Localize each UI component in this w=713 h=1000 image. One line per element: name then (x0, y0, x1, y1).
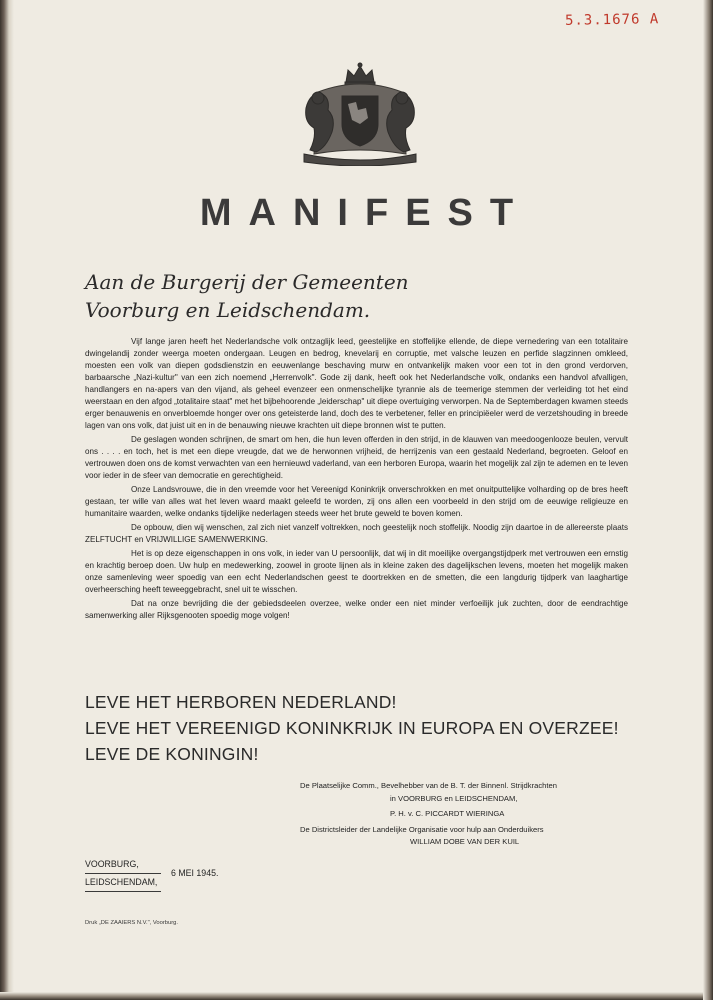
places (85, 856, 161, 892)
district-name: WILLIAM DOBE VAN DER KUIL (410, 837, 520, 846)
place-leidschendam: LEIDSCHENDAM, (85, 874, 161, 892)
dutch-coat-of-arms-icon (296, 62, 424, 166)
slogan-2: LEVE HET VEREENIGD KONINKRIJK IN EUROPA EN OVERZEE! (85, 718, 619, 738)
archive-number: 5.3.1676 A (564, 11, 660, 29)
commander-title-line-2: in VOORBURG en LEIDSCHENDAM, (390, 793, 518, 803)
district-title: De Districtsleider der Landelijke Organisatie voor hulp aan Onderduikers (300, 824, 544, 834)
paragraph-3: Onze Landsvrouwe, die in den vreemde voor het Vereenigd Koninkrijk onverschrokken en met onuitputtelijke volharding op de bres heeft gestaan, ter wille van alles wat het leven waard maakt geleefd te worden, zij ons allen een voorbeeld in den strijd om de eeuwige religieuze en humanitaire waarden, welke ondanks tijdelijke nederlagen steeds weer het brute geweld te boven komen. (85, 485, 628, 518)
printer-credit: Druk „DE ZAAIERS N.V.", Voorburg. (85, 920, 179, 926)
address-line-1: Aan de Burgerij der Gemeenten (85, 270, 409, 294)
address-line-2: Voorburg en Leidschendam. (85, 298, 371, 322)
place-date (85, 856, 219, 892)
paragraph-5: Het is op deze eigenschappen in ons volk, in ieder van U persoonlijk, dat wij in dit moeilijke overgangstijdperk met vertrouwen een ernstig en krachtig beroep doen. Uw hulp en medewerking, zoowel in groote lijnen als in kleine zaken des dagelijkschen levens, moeten het mogelijk maken onze samenleving weer spoedig van een echt Nederlandschen geest te doortrekken en de smetten, die een langdurig tijdperk van laaghartige overheersching heeft teweeggebracht, snel uit te wisschen. (85, 549, 628, 594)
address (85, 268, 409, 324)
paragraph-2: De geslagen wonden schrijnen, de smart om hen, die hun leven offerden in den strijd, in de klauwen van meedoogenlooze beulen, vervult ons . . . . en toch, het is met een diepe vreugde, dat we de herwonnen vrijheid, de herrijzenis van een gestaald Nederland, begroeten. Geloof en vertrouwen doen ons de komst verwachten van een hernieuwd vaderland, van een herboren Europa, waarin het mogelijk zal zijn te ademen en te leven voor ieder in de sfeer van democratie en gerechtigheid. (85, 435, 628, 480)
commander-title-line-1: De Plaatselijke Comm., Bevelhebber van de B. T. der Binnenl. Strijdkrachten (300, 781, 557, 790)
date: 6 MEI 1945. (171, 868, 219, 878)
page-title: MANIFEST (199, 192, 531, 234)
paragraph-1: Vijf lange jaren heeft het Nederlandsche volk ontzaglijk leed, geestelijke en stoffelijke ellende, de diepe vernedering van een totalitaire dwingelandij zonder weerga moeten ondergaan. Leugen en bedrog, knevelarij en corruptie, met valsche leuzen en perfide slagzinnen omkleed, moesten een volk van diepen godsdienstzin en eeuwenlange beschaving murw en ontvankelijk maken voor een tot in den grond verdorven, barbaarsche „Nazi-kultur" van een zich noemend „Herrenvolk". Gode zij dank, heeft ook het Nederlandsche volk, ondanks een handvol afvalligen, handlangers en na-apers van den vijand, als geheel evenzeer een onmenschelijke tyrannie als de teemerige stemmen der verleiding tot het eind weerstaan en den afgod „totalitaire staat" met het bijbehoorende „leiderschap" uit diepe overtuiging verworpen. Na de Septemberdagen kwamen steeds erger benauwenis en onverbloemde honger over ons geteisterde land, doch des te verbetener, feller en principiëeler werd de verzetshouding in breede lagen van ons volk, dat juist uit en in de benauwing nieuwe krachten uit diepe bronnen wist te putten. (85, 337, 628, 430)
paragraph-6: Dat na onze bevrijding die der gebiedsdeelen overzee, welke onder een niet minder verfoeilijk juk zuchten, door de eendrachtige samenwerking aller Rijksgenooten spoedig moge volgen! (85, 599, 628, 620)
manifest-body (85, 336, 628, 624)
signatures (300, 780, 630, 849)
commander-name: P. H. v. C. PICCARDT WIERINGA (390, 809, 505, 818)
slogan-3: LEVE DE KONINGIN! (85, 744, 259, 764)
paragraph-4: De opbouw, dien wij wenschen, zal zich niet vanzelf voltrekken, noch geestelijk noch stoffelijk. Noodig zijn daartoe in de allereerste plaats ZELFTUCHT en VRIJWILLIGE SAMENWERKING. (85, 523, 628, 544)
place-voorburg: VOORBURG, (85, 856, 161, 874)
paper-bottom-edge (0, 992, 713, 1000)
slogans (85, 689, 645, 767)
slogan-1: LEVE HET HERBOREN NEDERLAND! (85, 692, 397, 712)
